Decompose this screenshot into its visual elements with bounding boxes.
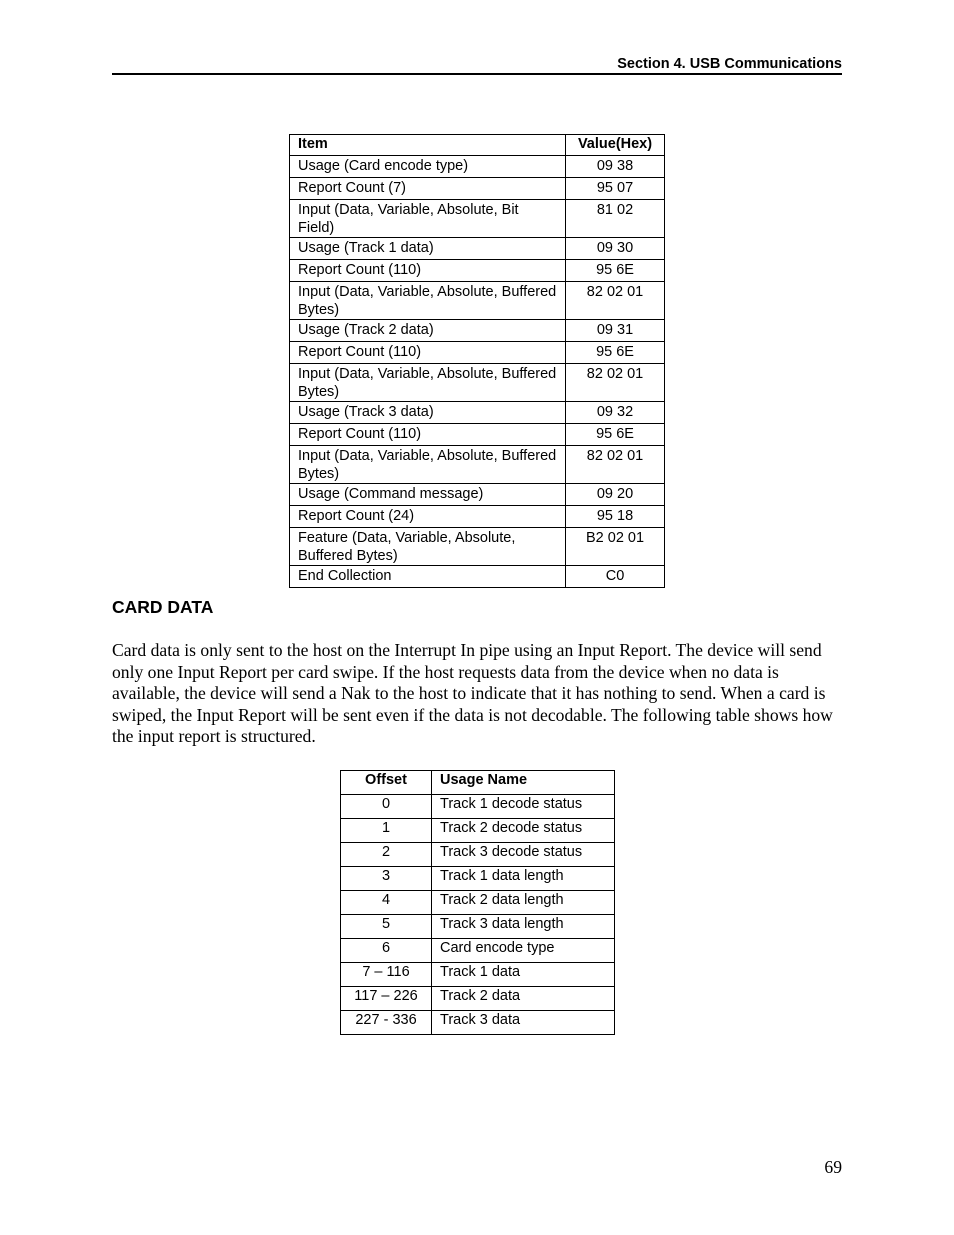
table-row xyxy=(290,282,665,320)
usage-name-cell: Track 1 data xyxy=(432,963,615,987)
offset-cell: 7 – 116 xyxy=(341,963,432,987)
item-cell: End Collection xyxy=(290,566,566,588)
item-cell: Usage (Track 1 data) xyxy=(290,238,566,260)
table-row xyxy=(290,446,665,484)
offset-cell: 1 xyxy=(341,819,432,843)
item-cell: Report Count (24) xyxy=(290,506,566,528)
running-header xyxy=(112,55,842,75)
usage-name-cell: Card encode type xyxy=(432,939,615,963)
section-heading: CARD DATA xyxy=(112,597,214,617)
usage-name-cell: Track 2 data xyxy=(432,987,615,1011)
value-hex-cell: 95 6E xyxy=(566,342,665,364)
item-cell: Usage (Command message) xyxy=(290,484,566,506)
item-cell: Input (Data, Variable, Absolute, Buffered Bytes) xyxy=(290,282,566,320)
usage-name-cell: Track 3 data xyxy=(432,1011,615,1035)
value-hex-cell: 95 07 xyxy=(566,178,665,200)
value-hex-cell: 82 02 01 xyxy=(566,364,665,402)
body-paragraph: Card data is only sent to the host on the Interrupt In pipe using an Input Report. The device will send only one Input Report per card swipe. If the host requests data from the device when no data is available, the device will send a Nak to the host to indicate that it has nothing to send. When a card is swiped, the Input Report will be sent even if the data is not decodable. The following table shows how the input report is structured. xyxy=(112,640,833,747)
item-cell: Report Count (110) xyxy=(290,260,566,282)
value-hex-cell: 09 20 xyxy=(566,484,665,506)
value-hex-cell: 82 02 01 xyxy=(566,446,665,484)
table-row xyxy=(341,795,615,819)
table-row xyxy=(341,963,615,987)
table-row xyxy=(290,178,665,200)
column-header-item: Item xyxy=(290,135,566,156)
table-row xyxy=(290,342,665,364)
value-hex-cell: 95 6E xyxy=(566,424,665,446)
table-row xyxy=(341,939,615,963)
column-header-value: Value(Hex) xyxy=(566,135,665,156)
table-row xyxy=(290,320,665,342)
table-row xyxy=(341,843,615,867)
value-hex-cell: 09 32 xyxy=(566,402,665,424)
section-title: Section 4. USB Communications xyxy=(617,56,842,72)
usage-name-cell: Track 2 data length xyxy=(432,891,615,915)
offset-cell: 5 xyxy=(341,915,432,939)
value-hex-cell: 95 6E xyxy=(566,260,665,282)
offset-cell: 6 xyxy=(341,939,432,963)
offset-cell: 2 xyxy=(341,843,432,867)
table-row xyxy=(290,200,665,238)
item-cell: Report Count (7) xyxy=(290,178,566,200)
usage-name-cell: Track 1 data length xyxy=(432,867,615,891)
table-row xyxy=(290,528,665,566)
table-header-row xyxy=(341,771,615,795)
table-row xyxy=(341,819,615,843)
table-header-row xyxy=(290,135,665,156)
item-cell: Report Count (110) xyxy=(290,424,566,446)
input-report-structure-table xyxy=(340,770,615,1035)
offset-cell: 4 xyxy=(341,891,432,915)
table-row xyxy=(341,915,615,939)
table-row xyxy=(290,238,665,260)
value-hex-cell: 09 30 xyxy=(566,238,665,260)
item-cell: Input (Data, Variable, Absolute, Buffered Bytes) xyxy=(290,446,566,484)
input-report-rows xyxy=(341,795,615,1035)
table-row xyxy=(290,364,665,402)
offset-cell: 227 - 336 xyxy=(341,1011,432,1035)
usage-name-cell: Track 3 decode status xyxy=(432,843,615,867)
value-hex-cell: C0 xyxy=(566,566,665,588)
report-descriptor-table xyxy=(289,134,665,588)
table-row xyxy=(341,1011,615,1035)
value-hex-cell: 09 38 xyxy=(566,156,665,178)
item-cell: Feature (Data, Variable, Absolute, Buffered Bytes) xyxy=(290,528,566,566)
offset-cell: 0 xyxy=(341,795,432,819)
table-row xyxy=(290,260,665,282)
table-row xyxy=(341,891,615,915)
usage-name-cell: Track 2 decode status xyxy=(432,819,615,843)
value-hex-cell: 81 02 xyxy=(566,200,665,238)
table-row xyxy=(290,484,665,506)
usage-name-cell: Track 1 decode status xyxy=(432,795,615,819)
table-row xyxy=(341,867,615,891)
table-row xyxy=(290,506,665,528)
page-number: 69 xyxy=(824,1157,842,1177)
value-hex-cell: 95 18 xyxy=(566,506,665,528)
item-cell: Input (Data, Variable, Absolute, Buffered Bytes) xyxy=(290,364,566,402)
item-cell: Input (Data, Variable, Absolute, Bit Field) xyxy=(290,200,566,238)
table-row xyxy=(290,156,665,178)
item-cell: Usage (Track 3 data) xyxy=(290,402,566,424)
table-row xyxy=(290,424,665,446)
column-header-usage-name: Usage Name xyxy=(432,771,615,795)
value-hex-cell: B2 02 01 xyxy=(566,528,665,566)
value-hex-cell: 09 31 xyxy=(566,320,665,342)
value-hex-cell: 82 02 01 xyxy=(566,282,665,320)
offset-cell: 117 – 226 xyxy=(341,987,432,1011)
item-cell: Report Count (110) xyxy=(290,342,566,364)
table-row xyxy=(341,987,615,1011)
column-header-offset: Offset xyxy=(341,771,432,795)
offset-cell: 3 xyxy=(341,867,432,891)
item-cell: Usage (Track 2 data) xyxy=(290,320,566,342)
report-descriptor-rows xyxy=(290,156,665,588)
usage-name-cell: Track 3 data length xyxy=(432,915,615,939)
table-row xyxy=(290,566,665,588)
item-cell: Usage (Card encode type) xyxy=(290,156,566,178)
table-row xyxy=(290,402,665,424)
